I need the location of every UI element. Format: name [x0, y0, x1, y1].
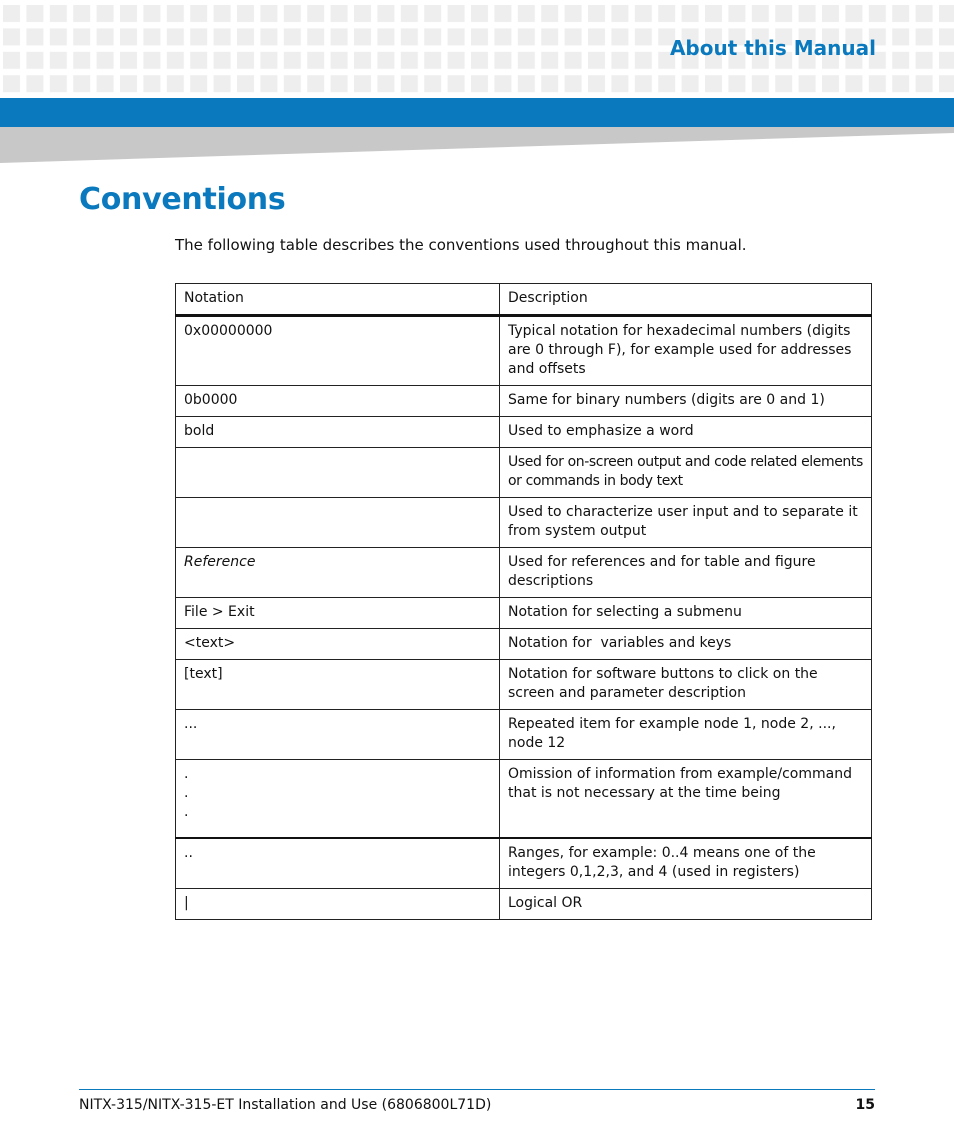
table-row: [176, 660, 872, 710]
intro-paragraph: The following table describes the conventions used throughout this manual.: [175, 236, 747, 254]
description-cell: Notation for selecting a submenu: [500, 598, 872, 629]
table-row: [176, 498, 872, 548]
table-row: [176, 710, 872, 760]
description-cell: Used for references and for table and figure descriptions: [500, 548, 872, 598]
notation-cell: |: [176, 889, 500, 920]
description-cell: Typical notation for hexadecimal numbers (digits are 0 through F), for example used for addresses and offsets: [500, 316, 872, 386]
conventions-table: [175, 283, 872, 920]
notation-cell: ..: [176, 838, 500, 889]
notation-cell: <text>: [176, 629, 500, 660]
notation-cell: [176, 498, 500, 548]
table-row: [176, 598, 872, 629]
page-title: Conventions: [79, 182, 286, 217]
footer-document-title: NITX-315/NITX-315-ET Installation and Use (6806800L71D): [79, 1097, 492, 1113]
notation-cell: bold: [176, 417, 500, 448]
description-cell: Repeated item for example node 1, node 2, ..., node 12: [500, 710, 872, 760]
description-cell: Same for binary numbers (digits are 0 and 1): [500, 386, 872, 417]
notation-cell: File > Exit: [176, 598, 500, 629]
description-cell: Used to emphasize a word: [500, 417, 872, 448]
table-row: [176, 838, 872, 889]
notation-cell: Reference: [176, 548, 500, 598]
header-section-title: About this Manual: [669, 36, 876, 60]
header-grey-wedge: [0, 127, 954, 163]
table-row: [176, 629, 872, 660]
notation-cell: ...: [176, 710, 500, 760]
footer-rule: [79, 1089, 875, 1090]
description-cell: Used for on-screen output and code related elements or commands in body text: [500, 448, 872, 498]
description-cell: Used to characterize user input and to separate it from system output: [500, 498, 872, 548]
description-cell: Omission of information from example/command that is not necessary at the time being: [500, 760, 872, 839]
notation-cell: . . .: [176, 760, 500, 839]
table-row: [176, 316, 872, 386]
table-row: [176, 760, 872, 839]
notation-cell: [text]: [176, 660, 500, 710]
header-blue-band: [0, 98, 954, 127]
notation-cell: 0b0000: [176, 386, 500, 417]
notation-cell: [176, 448, 500, 498]
header-notation: Notation: [176, 284, 500, 316]
table-row: [176, 386, 872, 417]
table-row: [176, 889, 872, 920]
table-row: [176, 548, 872, 598]
notation-cell: 0x00000000: [176, 316, 500, 386]
header-description: Description: [500, 284, 872, 316]
description-cell: Ranges, for example: 0..4 means one of the integers 0,1,2,3, and 4 (used in registers): [500, 838, 872, 889]
description-cell: Logical OR: [500, 889, 872, 920]
description-cell: Notation for software buttons to click on the screen and parameter description: [500, 660, 872, 710]
table-header-row: [176, 284, 872, 316]
description-cell: Notation for variables and keys: [500, 629, 872, 660]
footer-page-number: 15: [855, 1097, 875, 1113]
table-row: [176, 448, 872, 498]
table-row: [176, 417, 872, 448]
